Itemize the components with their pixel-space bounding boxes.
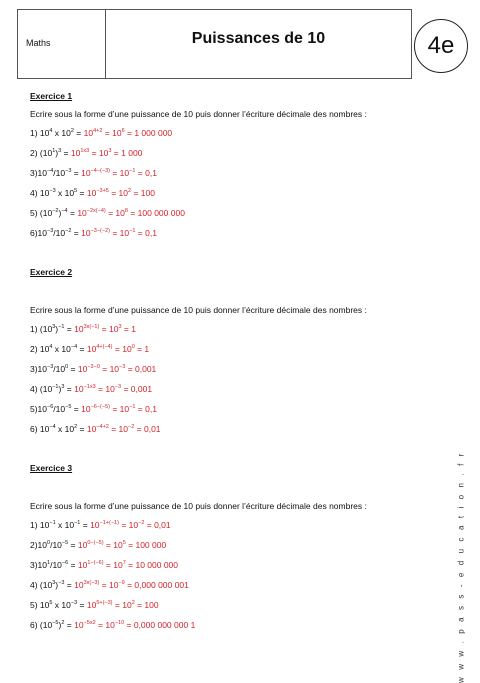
answer-part: = 10: [89, 148, 109, 158]
answer-part: −2x(−4): [86, 208, 106, 214]
question-part: 3: [61, 384, 65, 390]
exercise-lines: [30, 323, 367, 443]
question-part: ): [55, 324, 59, 334]
exercise-3: [30, 463, 367, 639]
answer-part: = 0,1: [135, 168, 157, 178]
answer-part: 2: [131, 600, 135, 606]
question-part: −4: [47, 168, 54, 174]
answer-part: 8: [124, 208, 128, 214]
question-part: x 10: [52, 600, 71, 610]
question-part: −5: [52, 620, 59, 626]
answer-part: 10: [81, 168, 91, 178]
question-part: 4) (10: [30, 384, 53, 394]
question-part: 1: [52, 148, 56, 154]
answer-part: 3x(−3): [83, 580, 100, 586]
question-part: =: [77, 424, 87, 434]
question-part: 0: [65, 364, 69, 370]
answer-part: = 10: [102, 128, 122, 138]
answer-part: = 1: [134, 344, 150, 354]
answer-part: 5: [122, 540, 126, 546]
answer-part: = 10: [109, 228, 130, 238]
question-part: =: [64, 384, 75, 394]
exercise-line: [30, 127, 367, 147]
question-part: −4: [61, 208, 68, 214]
answer-part: 3: [118, 324, 122, 330]
question-part: −3: [47, 228, 54, 234]
question-part: 3: [52, 324, 56, 330]
answer-part: −9: [118, 580, 125, 586]
exercise-line: [30, 187, 367, 207]
question-part: 5) (10: [30, 208, 53, 218]
question-part: x 10: [55, 188, 75, 198]
answer-part: −4+2: [96, 424, 109, 430]
question-part: −6: [47, 404, 54, 410]
question-part: 6)10: [30, 228, 48, 238]
exercise-title: Exercice 1: [30, 91, 73, 101]
question-part: /10: [50, 540, 62, 550]
question-part: =: [77, 600, 87, 610]
answer-part: = 10: [95, 384, 115, 394]
question-part: −3: [58, 580, 65, 586]
answer-part: = 0,000 000 001: [124, 580, 189, 590]
question-part: x 10: [55, 520, 75, 530]
question-part: 5) 10: [30, 600, 50, 610]
answer-part: = 10: [105, 208, 125, 218]
answer-part: 4+(−4): [96, 344, 113, 350]
question-part: =: [67, 208, 78, 218]
exercise-line: [30, 363, 367, 383]
exercise-line: [30, 423, 367, 443]
question-part: −2: [52, 208, 59, 214]
question-part: /10: [53, 168, 66, 178]
answer-part: 1−(−6): [87, 560, 104, 566]
question-part: 4) 10: [30, 188, 50, 198]
answer-part: = 100 000: [125, 540, 167, 550]
exercise-line: [30, 519, 367, 539]
question-part: 3: [52, 580, 56, 586]
answer-part: 10: [81, 404, 91, 414]
answer-part: −6−(−5): [90, 404, 110, 410]
answer-part: = 10: [109, 404, 130, 414]
answer-part: 4+2: [93, 128, 103, 134]
answer-part: −3+5: [96, 188, 109, 194]
question-part: 1) (10: [30, 324, 53, 334]
answer-part: = 10: [103, 540, 123, 550]
question-part: x 10: [52, 344, 71, 354]
question-part: −3: [70, 600, 78, 606]
subject-label: Maths: [18, 10, 106, 78]
exercise-line: [30, 579, 367, 599]
question-part: /10: [50, 560, 62, 570]
answer-part: = 0,001: [125, 364, 157, 374]
answer-part: 10: [86, 188, 97, 198]
answer-part: = 10: [103, 560, 123, 570]
answer-part: −3−(−2): [90, 228, 110, 234]
level-badge: 4e: [414, 19, 468, 73]
answer-part: 10: [74, 384, 84, 394]
question-part: =: [71, 228, 82, 238]
question-part: 3: [58, 148, 62, 154]
exercise-line: [30, 343, 367, 363]
question-part: ): [58, 620, 62, 630]
answer-part: = 10: [99, 324, 119, 334]
question-part: 1: [47, 560, 51, 566]
answer-part: −2: [128, 424, 135, 430]
answer-part: 10: [86, 424, 97, 434]
exercise-line: [30, 619, 367, 639]
question-part: 1) 10: [30, 520, 50, 530]
question-part: =: [71, 168, 82, 178]
answer-part: 6: [121, 128, 125, 134]
exercise-line: [30, 599, 367, 619]
question-part: 3)10: [30, 560, 48, 570]
question-part: 6) (10: [30, 620, 53, 630]
answer-part: = 10: [108, 188, 129, 198]
question-part: ): [55, 580, 59, 590]
question-part: 4: [49, 128, 53, 134]
answer-part: = 1 000: [111, 148, 143, 158]
answer-part: 10: [77, 364, 88, 374]
answer-part: 10: [81, 228, 91, 238]
question-part: −3: [47, 364, 54, 370]
answer-part: = 0,000 000 000 1: [124, 620, 196, 630]
question-part: ): [58, 384, 62, 394]
exercise-instruction: Ecrire sous la forme d’une puissance de 10 puis donner l’écriture décimale des nombres :: [30, 109, 367, 119]
exercise-title: Exercice 3: [30, 463, 73, 473]
answer-part: −3: [119, 364, 126, 370]
question-part: /10: [53, 404, 66, 414]
answer-part: = 10: [118, 520, 139, 530]
question-part: 3)10: [30, 168, 48, 178]
question-part: 5: [49, 600, 53, 606]
exercise-2: [30, 267, 367, 443]
question-part: =: [77, 188, 87, 198]
exercise-line: [30, 539, 367, 559]
question-part: −2: [65, 228, 72, 234]
question-part: =: [64, 580, 75, 590]
answer-part: 1x3: [80, 148, 90, 154]
question-part: x 10: [55, 424, 75, 434]
exercise-lines: [30, 127, 367, 247]
question-part: 2)10: [30, 540, 48, 550]
question-part: ): [55, 148, 59, 158]
question-part: −5: [65, 404, 72, 410]
question-part: 6) 10: [30, 424, 50, 434]
answer-part: −2: [138, 520, 145, 526]
question-part: =: [71, 404, 82, 414]
answer-part: −1: [129, 404, 136, 410]
question-part: 2) (10: [30, 148, 53, 158]
answer-part: = 1: [121, 324, 136, 334]
question-part: /10: [53, 228, 66, 238]
answer-part: −10: [114, 620, 125, 626]
exercise-line: [30, 323, 367, 343]
answer-part: 10: [77, 208, 87, 218]
question-part: 5)10: [30, 404, 48, 414]
answer-part: −5x2: [83, 620, 96, 626]
question-part: 5: [74, 188, 78, 194]
question-part: 3)10: [30, 364, 48, 374]
page-title: Puissances de 10: [191, 30, 326, 47]
answer-part: 10: [86, 344, 97, 354]
question-part: 2: [70, 128, 74, 134]
answer-part: 7: [122, 560, 126, 566]
answer-part: = 0,1: [135, 228, 157, 238]
answer-part: = 10: [95, 620, 115, 630]
question-part: =: [68, 560, 78, 570]
answer-part: −1: [129, 168, 136, 174]
answer-part: = 0,001: [121, 384, 153, 394]
question-part: =: [77, 344, 87, 354]
question-part: 4) (10: [30, 580, 53, 590]
exercise-instruction: Ecrire sous la forme d’une puissance de 10 puis donner l’écriture décimale des nombres :: [30, 501, 367, 511]
answer-part: −3−0: [87, 364, 100, 370]
answer-part: −4−(−3): [90, 168, 110, 174]
answer-part: = 1 000 000: [124, 128, 173, 138]
question-part: −1: [58, 324, 65, 330]
question-part: =: [80, 520, 91, 530]
answer-part: 10: [74, 580, 84, 590]
website-watermark: [454, 451, 468, 683]
question-part: =: [64, 324, 75, 334]
question-part: −4: [49, 424, 56, 430]
answer-part: 3x(−1): [83, 324, 100, 330]
question-part: 1) 10: [30, 128, 50, 138]
question-part: =: [68, 540, 78, 550]
question-part: /10: [53, 364, 66, 374]
answer-part: 0−(−5): [87, 540, 104, 546]
answer-part: −3: [114, 384, 122, 390]
question-part: =: [68, 364, 78, 374]
exercise-lines: [30, 519, 367, 639]
question-part: −3: [65, 168, 72, 174]
answer-part: 3: [108, 148, 112, 154]
question-part: −4: [70, 344, 78, 350]
exercise-line: [30, 147, 367, 167]
answer-part: = 100: [134, 600, 159, 610]
answer-part: 10: [83, 128, 94, 138]
exercise-line: [30, 383, 367, 403]
question-part: =: [64, 620, 75, 630]
answer-part: 10: [70, 148, 81, 158]
exercise-line: [30, 403, 367, 423]
question-part: −3: [49, 188, 56, 194]
question-part: −1: [74, 520, 81, 526]
answer-part: −1x3: [83, 384, 96, 390]
answer-part: = 10: [112, 600, 132, 610]
exercise-line: [30, 167, 367, 187]
answer-part: = 10: [99, 364, 120, 374]
answer-part: 5+(−3): [96, 600, 113, 606]
answer-part: = 10: [112, 344, 132, 354]
answer-part: = 10: [109, 168, 130, 178]
answer-part: −1: [129, 228, 136, 234]
answer-part: 10: [74, 324, 84, 334]
answer-part: = 0,01: [134, 424, 161, 434]
question-part: 4: [49, 344, 53, 350]
answer-part: = 10: [99, 580, 119, 590]
answer-part: 10: [77, 560, 88, 570]
question-part: ): [58, 208, 62, 218]
answer-part: 10: [74, 620, 84, 630]
question-part: x 10: [52, 128, 71, 138]
question-part: 2: [74, 424, 78, 430]
answer-part: 10: [86, 600, 97, 610]
answer-part: = 10: [108, 424, 129, 434]
question-part: −5: [61, 540, 69, 546]
answer-part: 10: [90, 520, 100, 530]
answer-part: = 100 000 000: [127, 208, 185, 218]
exercise-title: Exercice 2: [30, 267, 73, 277]
exercise-1: [30, 91, 367, 247]
question-part: 2: [61, 620, 65, 626]
question-part: −6: [61, 560, 69, 566]
question-part: =: [73, 128, 84, 138]
question-part: −1: [49, 520, 56, 526]
question-part: 0: [47, 540, 51, 546]
exercise-line: [30, 559, 367, 579]
question-part: 2) 10: [30, 344, 50, 354]
exercise-line: [30, 227, 367, 247]
exercise-instruction: Ecrire sous la forme d’une puissance de 10 puis donner l’écriture décimale des nombres :: [30, 305, 367, 315]
answer-part: 10: [77, 540, 88, 550]
answer-part: = 0,1: [135, 404, 157, 414]
answer-part: 2: [128, 188, 132, 194]
website-text: w w w . p a s s - e d u c a t i o n . f r: [456, 451, 466, 683]
answer-part: 0: [131, 344, 135, 350]
answer-part: = 100: [131, 188, 155, 198]
header-box: [17, 9, 412, 79]
question-part: =: [61, 148, 71, 158]
answer-part: −1+(−1): [99, 520, 119, 526]
exercise-line: [30, 207, 367, 227]
answer-part: = 10 000 000: [125, 560, 179, 570]
answer-part: = 0,01: [144, 520, 171, 530]
question-part: −1: [52, 384, 59, 390]
